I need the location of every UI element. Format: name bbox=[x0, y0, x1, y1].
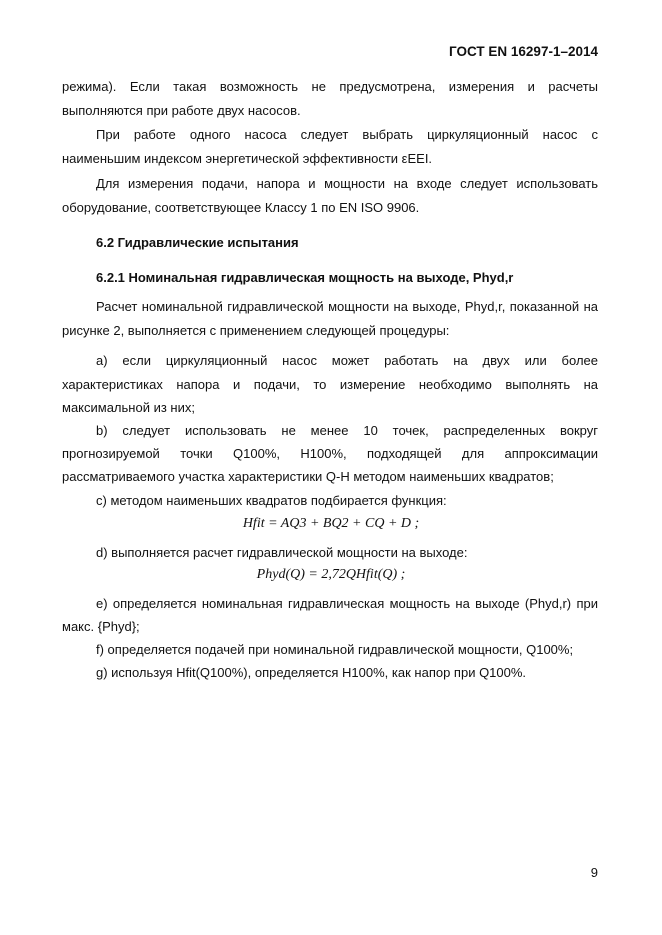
list-item-e: макс. {Phyd}; bbox=[62, 619, 140, 634]
page-number: 9 bbox=[590, 865, 598, 880]
list-item-a: характеристиках напора и подачи, то измерение необходимо выполнять на bbox=[62, 377, 598, 392]
paragraph-line: рисунке 2, выполняется с применением следующей процедуры: bbox=[62, 323, 450, 338]
formula-phyd: Phyd(Q) = 2,72QHfit(Q) ; bbox=[256, 567, 406, 582]
formula-hfit: Hfit = AQ3 + BQ2 + CQ + D ; bbox=[242, 516, 420, 531]
document-code: ГОСТ EN 16297-1–2014 bbox=[449, 44, 598, 59]
section-heading: 6.2 Гидравлические испытания bbox=[96, 235, 299, 250]
list-item-d: d) выполняется расчет гидравлической мощности на выходе: bbox=[96, 545, 468, 560]
list-item-g: g) используя Hfit(Q100%), определяется H100%, как напор при Q100%. bbox=[96, 665, 527, 680]
list-item-a: a) если циркуляционный насос может работать на двух или более bbox=[96, 353, 598, 368]
paragraph-line: Расчет номинальной гидравлической мощности на выходе, Phyd,r, показанной на bbox=[96, 299, 598, 314]
subsection-heading: 6.2.1 Номинальная гидравлическая мощность на выходе, Phyd,r bbox=[96, 270, 514, 285]
paragraph-line: наименьшим индексом энергетической эффективности εEEI. bbox=[62, 151, 433, 166]
list-item-f: f) определяется подачей при номинальной гидравлической мощности, Q100%; bbox=[96, 642, 574, 657]
list-item-b: b) следует использовать не менее 10 точек, распределенных вокруг bbox=[96, 423, 598, 438]
list-item-c: c) методом наименьших квадратов подбирается функция: bbox=[96, 493, 447, 508]
list-item-e: e) определяется номинальная гидравлическая мощность на выходе (Phyd,r) при bbox=[96, 596, 598, 611]
paragraph-line: режима). Если такая возможность не предусмотрена, измерения и расчеты bbox=[62, 79, 598, 94]
paragraph-line: При работе одного насоса следует выбрать циркуляционный насос с bbox=[96, 127, 598, 142]
list-item-b: прогнозируемой точки Q100%, H100%, подходящей для аппроксимации bbox=[62, 446, 598, 461]
paragraph-line: Для измерения подачи, напора и мощности на входе следует использовать bbox=[96, 176, 598, 191]
list-item-a: максимальной из них; bbox=[62, 400, 195, 415]
list-item-b: рассматриваемого участка характеристики Q-H методом наименьших квадратов; bbox=[62, 469, 554, 484]
paragraph-line: выполняются при работе двух насосов. bbox=[62, 103, 301, 118]
paragraph-line: оборудование, соответствующее Классу 1 по EN ISO 9906. bbox=[62, 200, 420, 215]
